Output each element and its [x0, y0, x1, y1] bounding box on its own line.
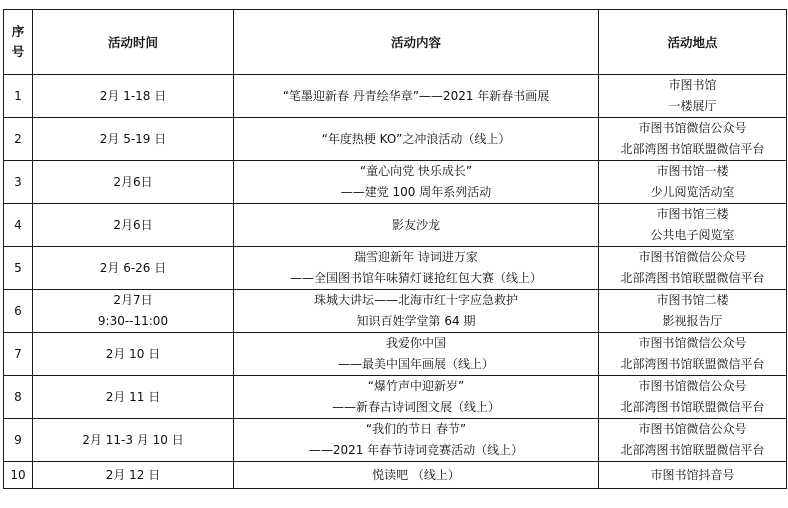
location-cell [599, 161, 787, 204]
content-cell-line: ——2021 年春节诗词竞赛活动（线上） [308, 443, 524, 457]
content-cell-line: ——建党 100 周年系列活动 [340, 185, 492, 199]
time-cell [33, 204, 234, 247]
table-row [4, 161, 787, 204]
location-cell [599, 462, 787, 489]
content-cell-line: ——最美中国年画展（线上） [337, 357, 494, 371]
content-cell-line: 我爱你中国 [385, 336, 446, 350]
time-cell-line: 2月 6-26 日 [99, 260, 167, 275]
content-cell-line: ——全国图书馆年味猜灯谜抢红包大赛（线上） [289, 271, 542, 285]
header-serial-line-1: 序 [11, 24, 25, 39]
activity-schedule-table [3, 9, 787, 489]
table-row [4, 462, 787, 489]
location-cell-line: 市图书馆微信公众号 [638, 250, 747, 264]
header-serial-line-2: 号 [11, 44, 25, 59]
content-cell-line: 影友沙龙 [391, 217, 440, 232]
content-cell [234, 204, 599, 247]
table-row [4, 290, 787, 333]
time-cell [33, 462, 234, 489]
location-cell-line: 北部湾图书馆联盟微信平台 [620, 271, 765, 285]
location-cell-line: 市图书馆抖音号 [650, 467, 735, 482]
header-row [4, 10, 787, 75]
location-cell-line: 市图书馆一楼 [656, 164, 729, 178]
location-cell [599, 376, 787, 419]
location-cell-line: 一楼展厅 [668, 99, 717, 113]
time-cell [33, 376, 234, 419]
location-cell [599, 204, 787, 247]
content-cell-line: 珠城大讲坛——北海市红十字应急救护 [313, 293, 518, 307]
content-cell-line: 瑞雪迎新年 诗词进万家 [354, 250, 478, 264]
time-cell [33, 75, 234, 118]
location-cell-line: 市图书馆二楼 [656, 293, 729, 307]
location-cell [599, 333, 787, 376]
location-cell-line: 市图书馆 [668, 78, 717, 92]
time-cell [33, 161, 234, 204]
content-cell-line: “年度热梗 KO”之冲浪活动（线上） [321, 131, 511, 146]
header-location: 活动地点 [599, 10, 787, 75]
time-cell [33, 247, 234, 290]
serial-cell: 1 [4, 75, 33, 118]
serial-cell: 4 [4, 204, 33, 247]
time-cell [33, 333, 234, 376]
content-cell-line: 悦读吧 （线上） [372, 467, 460, 482]
content-cell [234, 419, 599, 462]
serial-cell: 10 [4, 462, 33, 489]
location-cell-line: 市图书馆微信公众号 [638, 379, 747, 393]
table-row [4, 75, 787, 118]
time-cell-line: 2月7日 [113, 293, 153, 307]
serial-cell: 6 [4, 290, 33, 333]
content-cell [234, 247, 599, 290]
time-cell-line: 2月 11-3 月 10 日 [82, 432, 184, 447]
location-cell [599, 75, 787, 118]
time-cell-line: 2月6日 [113, 174, 153, 189]
time-cell-line: 2月6日 [113, 217, 153, 232]
location-cell [599, 419, 787, 462]
header-time: 活动时间 [33, 10, 234, 75]
location-cell-line: 市图书馆微信公众号 [638, 121, 747, 135]
content-cell-line: “童心向党 快乐成长” [359, 164, 473, 178]
content-cell [234, 462, 599, 489]
header-content: 活动内容 [234, 10, 599, 75]
time-cell-line: 2月 10 日 [105, 346, 161, 361]
location-cell-line: 北部湾图书馆联盟微信平台 [620, 400, 765, 414]
serial-cell: 3 [4, 161, 33, 204]
content-cell-line: 知识百姓学堂第 64 期 [356, 314, 476, 328]
location-cell-line: 影视报告厅 [662, 314, 723, 328]
serial-cell: 7 [4, 333, 33, 376]
location-cell-line: 市图书馆三楼 [656, 207, 729, 221]
table-row [4, 247, 787, 290]
table-row [4, 376, 787, 419]
time-cell [33, 290, 234, 333]
content-cell [234, 161, 599, 204]
location-cell-line: 北部湾图书馆联盟微信平台 [620, 357, 765, 371]
serial-cell: 5 [4, 247, 33, 290]
content-cell [234, 290, 599, 333]
serial-cell: 2 [4, 118, 33, 161]
time-cell-line: 2月 12 日 [105, 467, 161, 482]
location-cell-line: 少儿阅览活动室 [650, 185, 735, 199]
location-cell-line: 公共电子阅览室 [650, 228, 735, 242]
content-cell-line: “我们的节日 春节” [365, 422, 467, 436]
location-cell-line: 市图书馆微信公众号 [638, 422, 747, 436]
header-serial [4, 10, 33, 75]
content-cell-line: “爆竹声中迎新岁” [367, 379, 465, 393]
time-cell-line: 2月 5-19 日 [99, 131, 167, 146]
location-cell [599, 118, 787, 161]
time-cell [33, 419, 234, 462]
content-cell-line: “笔墨迎新春 丹青绘华章”——2021 年新春书画展 [282, 88, 550, 103]
content-cell [234, 75, 599, 118]
location-cell-line: 北部湾图书馆联盟微信平台 [620, 443, 765, 457]
time-cell-line: 2月 1-18 日 [99, 88, 167, 103]
location-cell-line: 北部湾图书馆联盟微信平台 [620, 142, 765, 156]
time-cell-line: 2月 11 日 [105, 389, 161, 404]
location-cell-line: 市图书馆微信公众号 [638, 336, 747, 350]
time-cell-line: 9:30--11:00 [97, 314, 169, 328]
location-cell [599, 247, 787, 290]
content-cell-line: ——新春古诗词图文展（线上） [331, 400, 500, 414]
time-cell [33, 118, 234, 161]
serial-cell: 8 [4, 376, 33, 419]
table-row [4, 118, 787, 161]
table-row [4, 333, 787, 376]
table-row [4, 419, 787, 462]
content-cell [234, 376, 599, 419]
serial-cell: 9 [4, 419, 33, 462]
content-cell [234, 333, 599, 376]
location-cell [599, 290, 787, 333]
table-row [4, 204, 787, 247]
content-cell [234, 118, 599, 161]
